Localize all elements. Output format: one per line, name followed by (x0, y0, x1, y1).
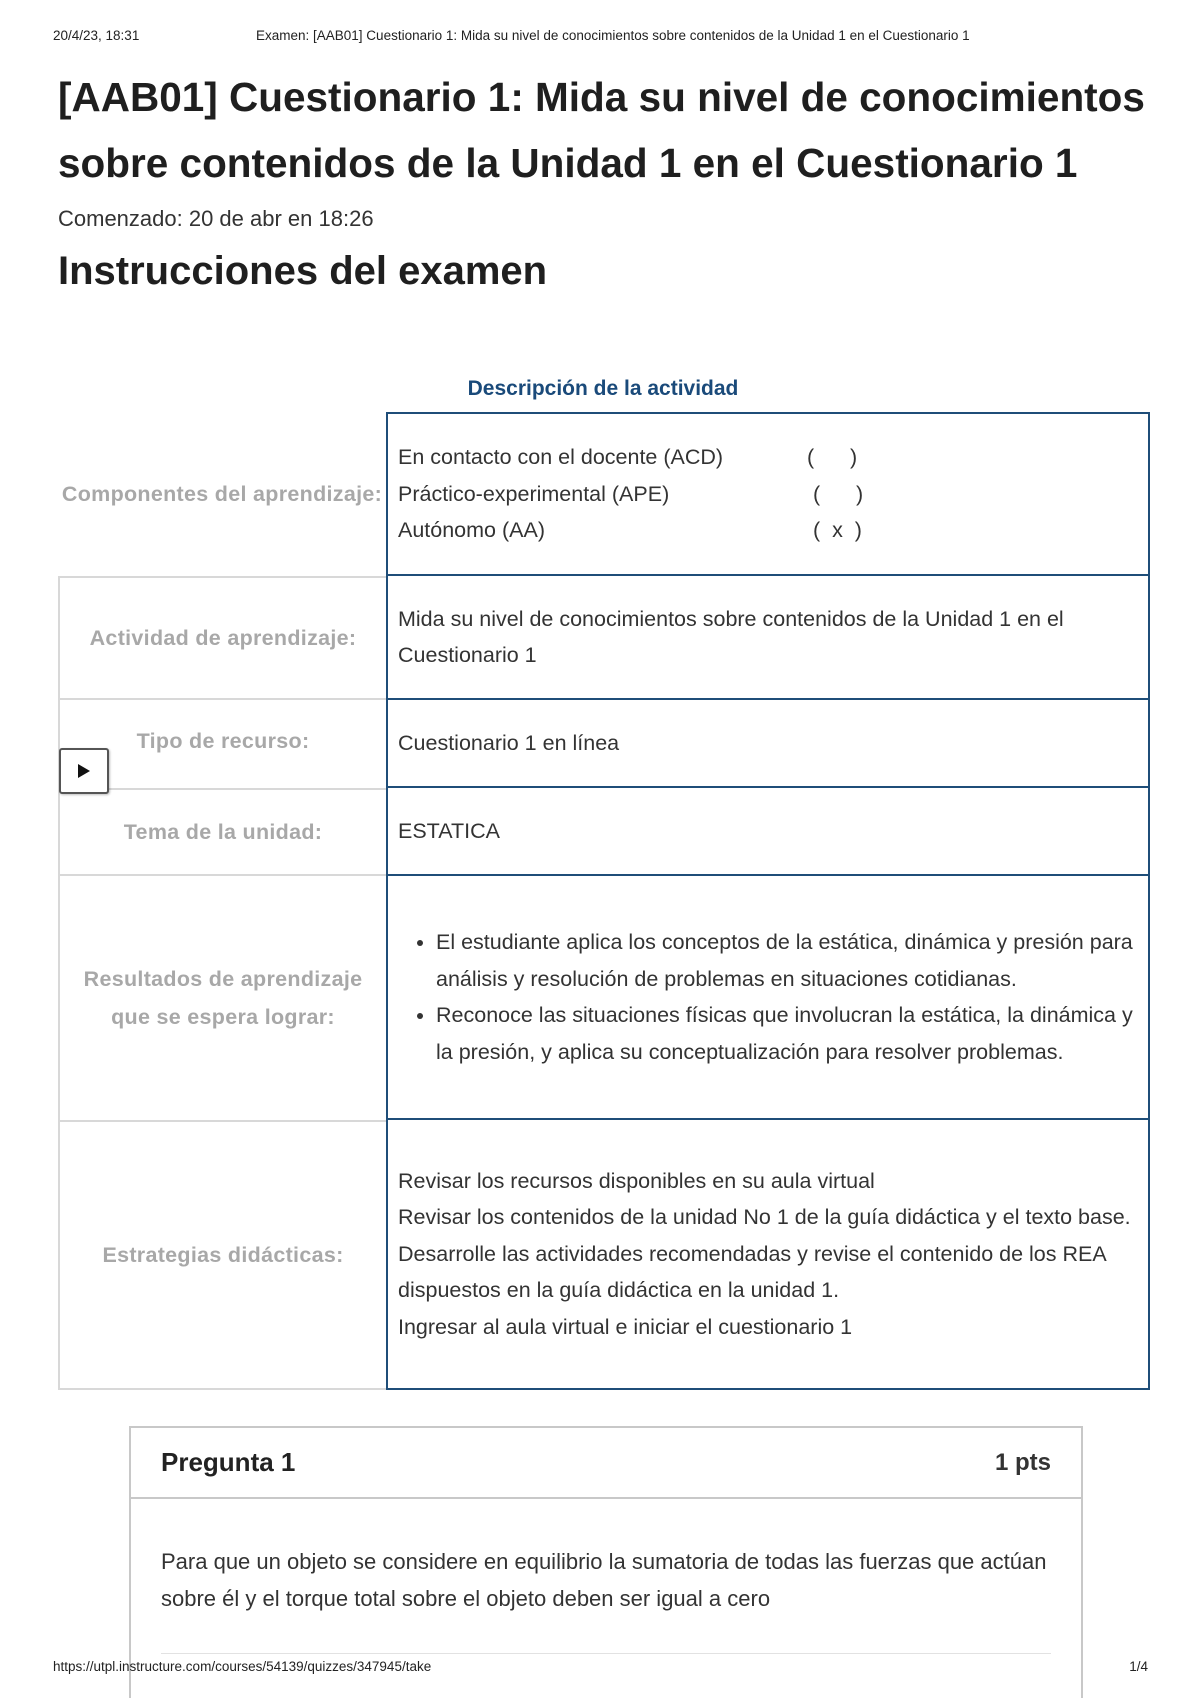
question-title: Pregunta 1 (161, 1447, 296, 1477)
unit-topic-label: Tema de la unidad: (58, 788, 386, 876)
print-document-title: Examen: [AAB01] Cuestionario 1: Mida su nivel de conocimientos sobre contenidos de la Unidad 1 en el Cuestionario 1 (256, 28, 970, 43)
component-item (398, 512, 1138, 549)
strategies-row (58, 1120, 1150, 1390)
learning-activity-row (58, 576, 1150, 700)
strategy-item: Revisar los recursos disponibles en su aula virtual (398, 1168, 875, 1193)
question-card (129, 1426, 1083, 1698)
strategy-item: Revisar los contenidos de la unidad No 1 de la guía didáctica y el texto base. (398, 1205, 1131, 1230)
question-header (131, 1428, 1081, 1499)
strategy-item: Desarrolle las actividades recomendadas y revise el contenido de los REA dispuestos en la guía didáctica en la unidad 1. (398, 1241, 1106, 1303)
component-item (398, 439, 1138, 476)
components-label: Componentes del aprendizaje: (61, 482, 383, 506)
instructions-heading: Instrucciones del examen (58, 249, 548, 293)
page-number: 1/4 (1129, 1659, 1148, 1674)
learning-activity-value: Mida su nivel de conocimientos sobre contenidos de la Unidad 1 en el Cuestionario 1 (386, 576, 1150, 700)
components-row (58, 412, 1150, 576)
quiz-title: [AAB01] Cuestionario 1: Mida su nivel de conocimientos sobre contenidos de la Unidad 1 en el Cuestionario 1 (58, 74, 1145, 186)
activity-table (58, 412, 1150, 1390)
component-item (398, 476, 1138, 513)
learning-activity-label: Actividad de aprendizaje: (58, 576, 386, 700)
results-row (58, 876, 1150, 1120)
result-item: • El estudiante aplica los conceptos de la estática, dinámica y presión para análisis y resolución de problemas en situaciones cotidianas. (436, 924, 1138, 997)
resource-type-value: Cuestionario 1 en línea (386, 700, 1150, 788)
play-icon (78, 764, 90, 778)
page-url: https://utpl.instructure.com/courses/54139/quizzes/347945/take (53, 1659, 432, 1674)
component-mark: ( ) (813, 481, 864, 506)
activity-caption: Descripción de la actividad (467, 377, 739, 400)
question-text: Para que un objeto se considere en equilibrio la sumatoria de todas las fuerzas que actúan sobre él y el torque total sobre el objeto deben ser igual a cero (161, 1549, 1047, 1611)
play-button[interactable] (59, 748, 109, 794)
strategies-value (386, 1120, 1150, 1390)
component-name: Práctico-experimental (APE) (398, 481, 670, 506)
unit-topic-value: ESTATICA (386, 788, 1150, 876)
unit-topic-row (58, 788, 1150, 876)
component-mark: ( x ) (813, 518, 862, 543)
results-value (386, 876, 1150, 1120)
started-timestamp: Comenzado: 20 de abr en 18:26 (58, 206, 374, 231)
component-name: Autónomo (AA) (398, 518, 545, 543)
component-mark: ( ) (807, 445, 858, 470)
result-item: • Reconoce las situaciones físicas que involucran la estática, la dinámica y la presión, y aplica su conceptualización para resolver problemas. (436, 997, 1138, 1070)
question-divider (161, 1653, 1051, 1654)
components-value (386, 412, 1150, 576)
resource-type-row (58, 700, 1150, 788)
quiz-content (58, 64, 1148, 294)
results-list (398, 924, 1138, 1070)
results-label: Resultados de aprendizaje que se espera lograr: (58, 876, 386, 1120)
question-points: 1 pts (994, 1448, 1051, 1476)
strategies-label: Estrategias didácticas: (58, 1120, 386, 1390)
component-name: En contacto con el docente (ACD) (398, 445, 724, 470)
strategy-item: Ingresar al aula virtual e iniciar el cuestionario 1 (398, 1314, 853, 1339)
resource-type-label: Tipo de recurso: (58, 700, 386, 788)
print-date: 20/4/23, 18:31 (53, 28, 140, 43)
